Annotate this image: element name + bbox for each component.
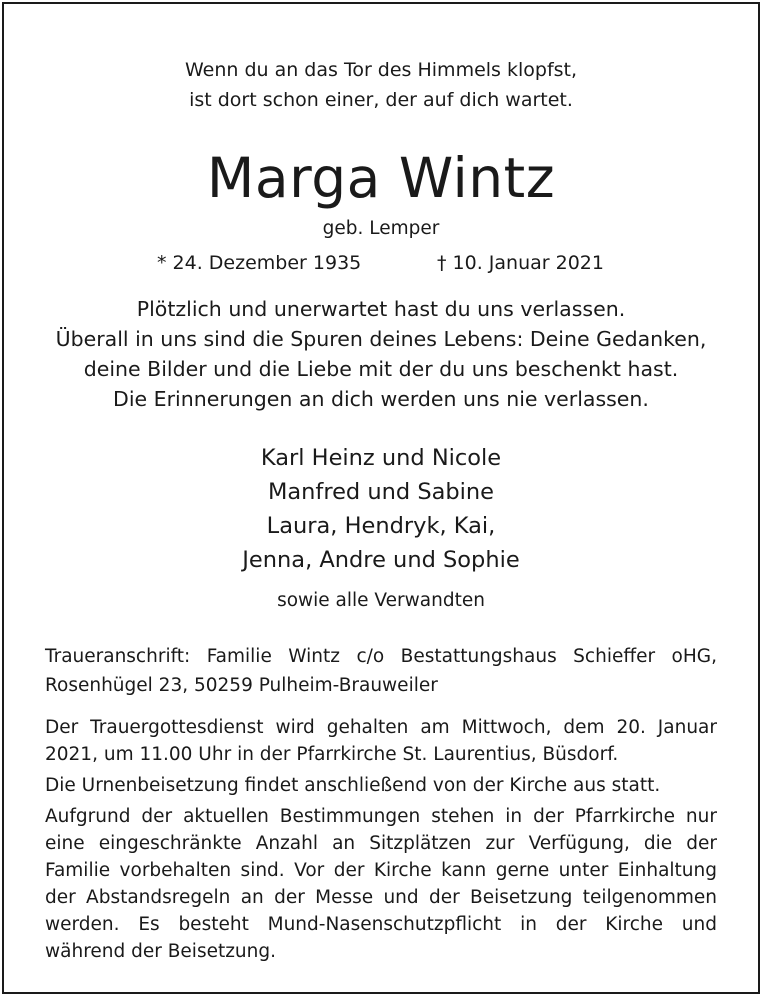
address-line: Traueranschrift: Familie Wintz c/o Bestattungshaus Schieffer oHG, [45,646,717,667]
burial-line: Die Urnenbeisetzung findet anschließend von der Kirche aus statt. [45,775,661,796]
birth-name: geb. Lemper [322,218,440,239]
death-date: † 10. Januar 2021 [437,252,604,274]
mourners-list [4,441,758,577]
birth-date: * 24. Dezember 1935 [157,252,362,274]
service-line: Der Trauergottesdienst wird gehalten am Mittwoch, dem 20. Januar [45,717,717,738]
address-line: Rosenhügel 23, 50259 Pulheim-Brauweiler [45,675,438,696]
verse-line: Wenn du an das Tor des Himmels klopfst, [184,59,578,81]
message-line: deine Bilder und die Liebe mit der du uns beschenkt hast. [83,357,679,381]
farewell-message [4,294,758,414]
covid-note-line: Familie vorbehalten sind. Vor der Kirche kann gerne unter Einhaltung [45,860,717,881]
service-line: 2021, um 11.00 Uhr in der Pfarrkirche St. Laurentius, Büsdorf. [45,744,619,765]
message-line: Überall in uns sind die Spuren deines Lebens: Deine Gedanken, [55,327,707,351]
mourner-line: Laura, Hendryk, Kai, [266,513,496,539]
deceased-name: Marga Wintz [206,146,556,210]
mourner-line: Jenna, Andre und Sophie [242,547,520,573]
covid-note-line: Aufgrund der aktuellen Bestimmungen stehen in der Pfarrkirche nur [45,806,717,827]
covid-note-line: werden. Es besteht Mund-Nasenschutzpflicht in der Kirche und [45,914,717,935]
mourner-line: Karl Heinz und Nicole [260,445,502,471]
mourning-address [45,642,717,700]
message-line: Plötzlich und unerwartet hast du uns verlassen. [136,297,626,321]
obituary-notice [2,2,760,994]
covid-note-line: eine eingeschränkte Anzahl an Sitzplätzen zur Verfügung, die der [45,833,717,854]
verse-line: ist dort schon einer, der auf dich wartet. [189,89,573,111]
life-dates [4,248,758,278]
covid-note-line: während der Beisetzung. [45,941,277,962]
verse [4,55,758,115]
mourner-line: Manfred und Sabine [267,479,495,505]
message-line: Die Erinnerungen an dich werden uns nie verlassen. [113,387,649,411]
service-details [45,714,717,965]
relatives-line: sowie alle Verwandten [277,590,485,611]
covid-note-line: der Abstandsregeln an der Messe und der Beisetzung teilgenommen [45,887,717,908]
